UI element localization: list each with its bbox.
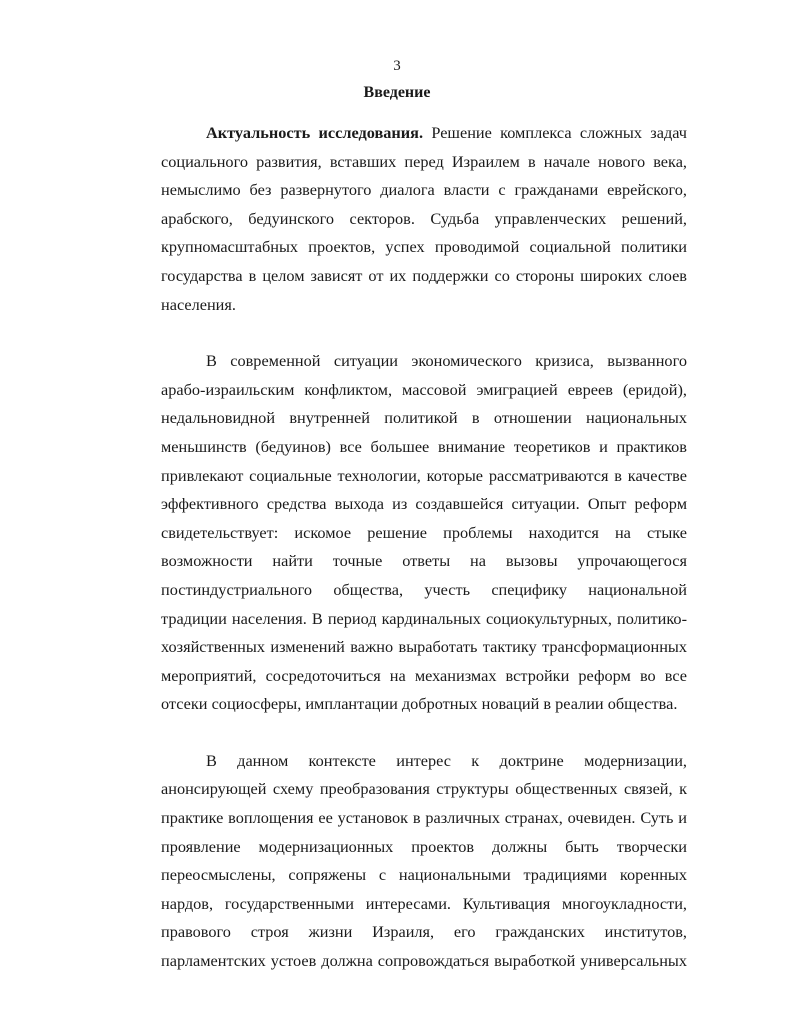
paragraph-line: проявление модернизационных проектов должны быть творчески — [161, 836, 687, 856]
paragraph-line: арабо-израильским конфликтом, массовой эмиграцией евреев (еридой), — [161, 379, 687, 399]
paragraph-line: отсеки социосферы, имплантации добротных новаций в реалии общества. — [161, 694, 678, 714]
paragraph-line: нардов, государственными интересами. Культивация многоукладности, — [161, 893, 687, 913]
paragraph-line: В современной ситуации экономического кризиса, вызванного — [206, 351, 687, 371]
paragraph-line: анонсирующей схему преобразования структуры общественных связей, к — [161, 779, 687, 799]
paragraph-line: мероприятий, сосредоточиться на механизмах встройки реформ во все — [161, 665, 687, 685]
paragraph-modernization — [161, 747, 687, 976]
paragraph-line: переосмыслены, сопряжены с национальными традициями коренных — [161, 865, 687, 885]
paragraph-line: эффективного средства выхода из создавшейся ситуации. Опыт реформ — [161, 494, 687, 514]
paragraph-relevance — [161, 119, 687, 319]
section-heading: Введение — [363, 84, 431, 101]
paragraph-line: В данном контексте интерес к доктрине модернизации, — [206, 750, 687, 770]
paragraph-line: правового строя жизни Израиля, его гражданских институтов, — [161, 922, 687, 942]
paragraph-line: населения. — [161, 294, 236, 314]
paragraph-line: недальновидной внутренней политикой в отношении национальных — [161, 408, 687, 428]
paragraph-line: привлекают социальные технологии, которые рассматриваются в качестве — [161, 465, 687, 485]
paragraph-line: Актуальность исследования. Решение комплекса сложных задач — [206, 123, 687, 142]
paragraph-line: социального развития, вставших перед Израилем в начале нового века, — [161, 151, 687, 171]
paragraph-line: постиндустриального общества, учесть специфику национальной — [161, 579, 687, 599]
paragraph-line: меньшинств (бедуинов) все большее внимание теоретиков и практиков — [161, 436, 687, 456]
paragraph-crisis — [161, 347, 687, 719]
paragraph-line: немыслимо без развернутого диалога власти с гражданами еврейского, — [161, 180, 687, 200]
paragraph-line: свидетельствует: искомое решение проблемы находится на стыке — [161, 522, 687, 542]
paragraph-line: практике воплощения ее установок в различных странах, очевиден. Суть и — [161, 808, 687, 828]
body-text — [161, 119, 687, 1004]
lead-phrase: Актуальность исследования. — [206, 123, 424, 142]
paragraph-line: хозяйственных изменений важно выработать тактику трансформационных — [161, 637, 687, 657]
paragraph-line: государства в целом зависят от их поддержки со стороны широких слоев — [161, 265, 687, 285]
paragraph-line: крупномасштабных проектов, успех проводимой социальной политики — [161, 237, 687, 257]
page-number: 3 — [393, 58, 401, 74]
paragraph-line: арабского, бедуинского секторов. Судьба управленческих решений, — [161, 208, 687, 228]
paragraph-line: традиции населения. В период кардинальных социокультурных, политико- — [161, 608, 687, 628]
paragraph-line: парламентских устоев должна сопровождаться выработкой универсальных — [161, 951, 687, 971]
paragraph-line: возможности найти точные ответы на вызовы упрочающегося — [161, 551, 687, 571]
